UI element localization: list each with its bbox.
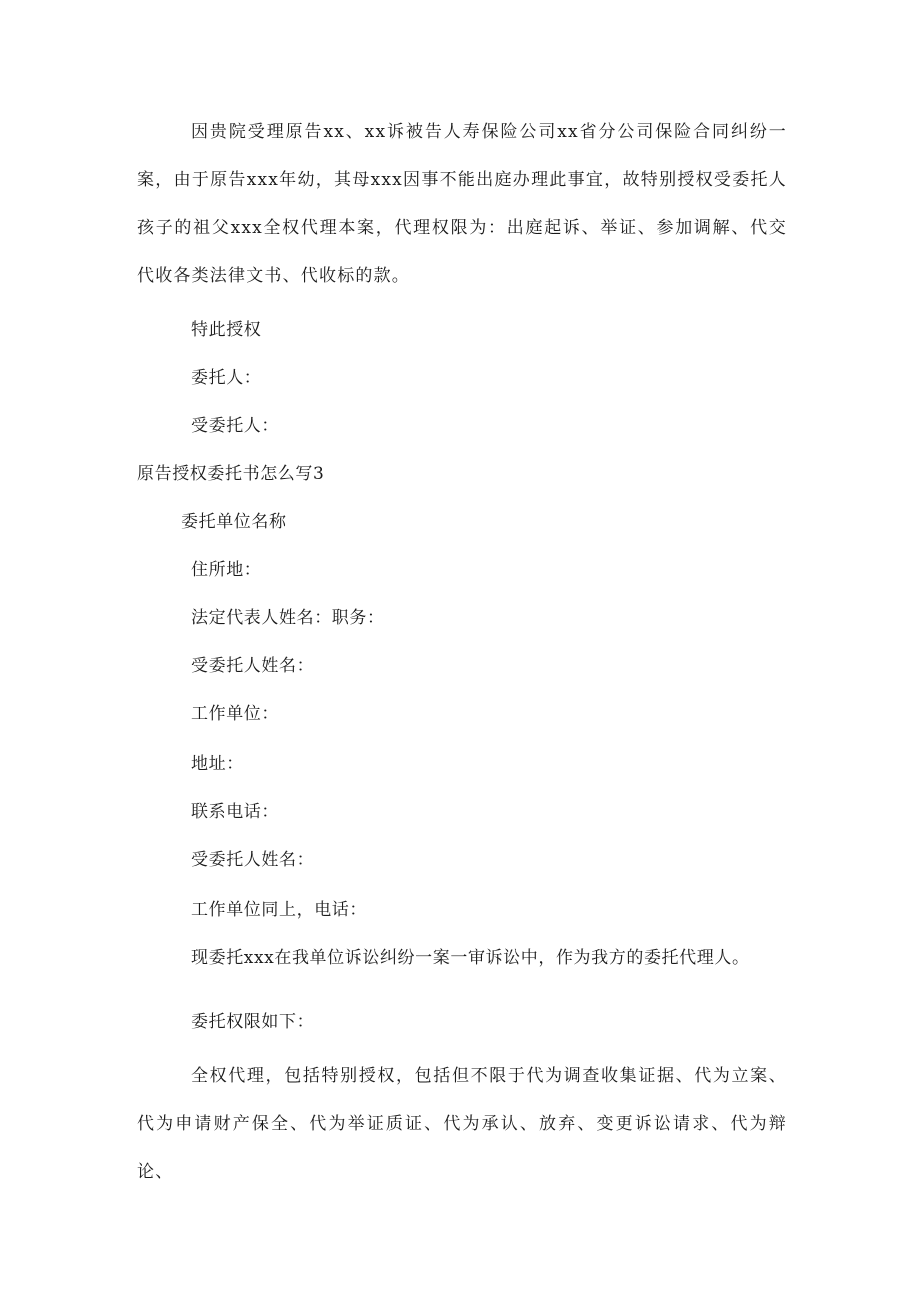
agent-label: 受委托人： — [191, 416, 279, 436]
special-authorization-text: 特此授权 — [191, 320, 262, 340]
paragraph-full-agency: 全权代理，包括特别授权，包括但不限于代为调查收集证据、代为立案、代为申请财产保全、代为举证质证、代为承认、放弃、变更诉讼请求、代为辩论、 — [137, 1066, 787, 1182]
entrusting-unit-label: 委托单位名称 — [181, 512, 287, 532]
agent-name-label-1: 受委托人姓名： — [191, 656, 315, 676]
scope-title: 委托权限如下： — [191, 1012, 315, 1032]
section-title: 原告授权委托书怎么写3 — [137, 464, 325, 484]
paragraph-authorization: 因贵院受理原告xx、xx诉被告人寿保险公司xx省分公司保险合同纠纷一案，由于原告xxx年幼，其母xxx因事不能出庭办理此事宜，故特别授权受委托人孩子的祖父xxx全权代理本案，代理权限为：出庭起诉、举证、参加调解、代交代收各类法律文书、代收标的款。 — [137, 122, 787, 286]
legal-representative-label: 法定代表人姓名：职务： — [191, 608, 385, 628]
work-unit-label: 工作单位： — [191, 704, 279, 724]
principal-label: 委托人： — [191, 368, 262, 388]
agent-name-label-2: 受委托人姓名： — [191, 850, 315, 870]
addr-label: 地址： — [191, 754, 244, 774]
phone-label: 联系电话： — [191, 802, 279, 822]
work-unit-same-label: 工作单位同上，电话： — [191, 900, 367, 920]
entrust-statement: 现委托xxx在我单位诉讼纠纷一案一审诉讼中，作为我方的委托代理人。 — [191, 948, 750, 968]
address-label: 住所地： — [191, 560, 262, 580]
